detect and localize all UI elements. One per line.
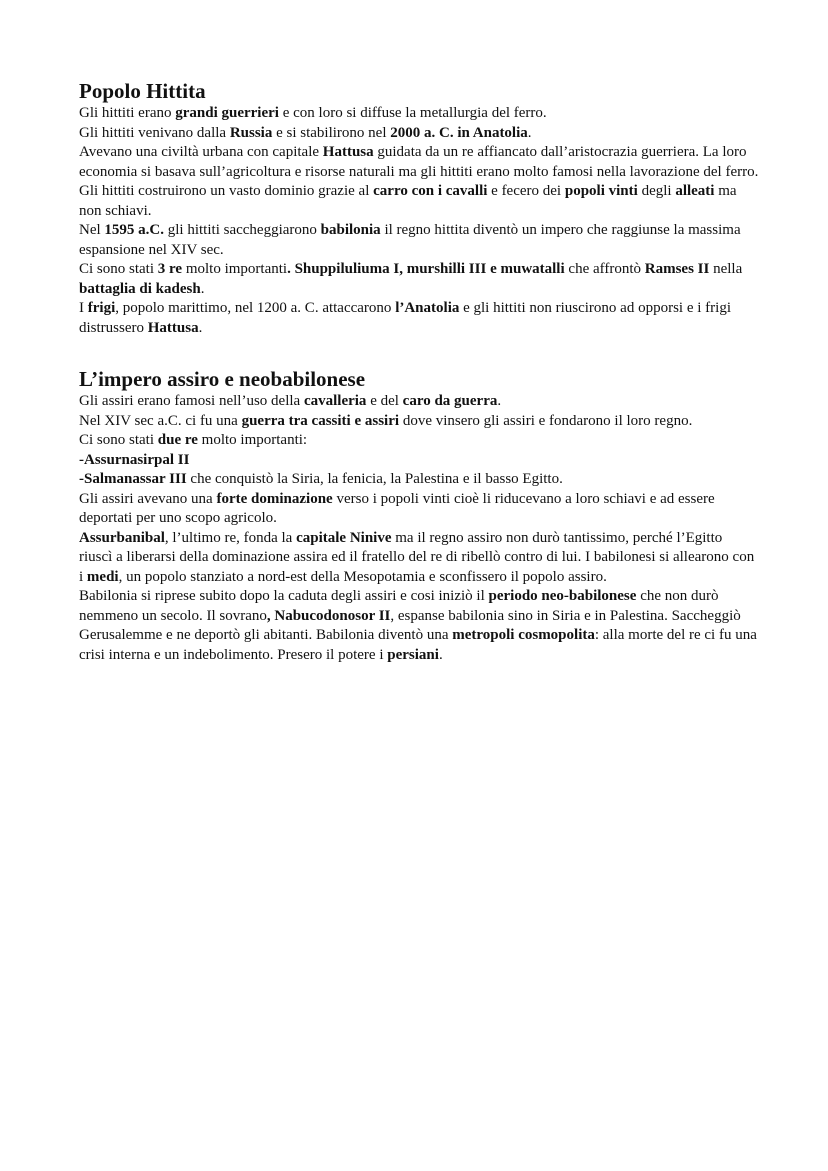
text-run: gli hittiti saccheggiarono xyxy=(164,222,321,238)
bold-text: Hattusa xyxy=(147,319,199,336)
paragraph xyxy=(79,490,759,529)
paragraph xyxy=(79,587,759,665)
text-run: Nel xyxy=(79,222,105,238)
bold-text: alleati xyxy=(675,183,715,199)
text-run: Gli assiri erano famosi nell’uso della xyxy=(79,393,304,409)
paragraph xyxy=(79,182,759,221)
bold-text: -Salmanassar III xyxy=(79,471,187,487)
text-run: Babilonia si riprese subito dopo la caduta degli assiri e cosi iniziò il xyxy=(79,588,489,604)
text-run: che affrontò xyxy=(564,261,645,277)
text-run: Gli hittiti erano xyxy=(79,105,176,121)
text-run: . xyxy=(527,124,532,141)
text-run: , un popolo stanziato a nord-est della Mesopotamia e sconfissero il popolo assiro. xyxy=(118,568,607,585)
paragraph xyxy=(79,221,759,260)
bold-text: 3 re xyxy=(157,261,183,277)
text-run: Gli assiri avevano una xyxy=(79,490,217,507)
paragraph xyxy=(79,260,759,299)
text-run: . xyxy=(497,393,502,409)
section-title: L’impero assiro e neobabilonese xyxy=(79,367,366,391)
bold-text: Russia xyxy=(229,124,273,141)
bold-text: l’Anatolia xyxy=(395,300,460,316)
text-run: nella xyxy=(709,261,743,277)
text-run: Gli hittiti venivano dalla xyxy=(79,124,230,141)
paragraph xyxy=(79,124,759,144)
text-run: Ci sono stati xyxy=(79,432,158,448)
section-body xyxy=(79,392,759,665)
bold-text: -Assurnasirpal II xyxy=(79,451,190,468)
bold-text: persiani xyxy=(387,646,439,663)
text-run: I xyxy=(79,300,88,316)
paragraph xyxy=(79,451,759,471)
bold-text: guerra tra cassiti e assiri xyxy=(241,412,400,429)
bold-text: cavalleria xyxy=(303,393,367,409)
text-run: dove vinsero gli assiri e fondarono il loro regno. xyxy=(399,412,693,429)
text-run: ma non schiavi. xyxy=(79,183,737,219)
text-run: molto importanti: xyxy=(197,432,308,448)
text-run: che conquistò la Siria, la fenicia, la Palestina e il basso Egitto. xyxy=(186,471,563,487)
text-run: Ci sono stati xyxy=(79,261,158,277)
text-run: , espanse babilonia sino in Siria e in Palestina. Saccheggiò Gerusalemme e ne deportò gli abitanti. Babilonia diventò una xyxy=(79,607,741,643)
bold-text: capitale Ninive xyxy=(296,529,392,546)
text-run: guidata da un re affiancato dall’aristocrazia guerriera. La loro economia si basava sull’agricoltura e risorse naturali ma gli hittiti erano molto famosi nella lavorazione del ferro. xyxy=(79,144,759,180)
bold-text: frigi xyxy=(87,300,116,316)
bold-text: , Nabucodonosor II xyxy=(266,607,391,624)
paragraph xyxy=(79,299,759,338)
paragraph xyxy=(79,412,759,432)
section-hittites xyxy=(79,78,759,338)
text-run: molto importanti xyxy=(182,261,288,277)
text-run: Avevano una civiltà urbana con capitale xyxy=(79,144,323,160)
bold-text: 2000 a. C. in Anatolia xyxy=(390,124,528,141)
text-run: e si stabilirono nel xyxy=(272,124,391,141)
text-run: che non durò nemmeno un secolo. Il sovrano xyxy=(79,588,719,624)
bold-text: carro con i cavalli xyxy=(373,183,488,199)
bold-text: . Shuppiluliuma I, murshilli III e muwatalli xyxy=(287,261,565,277)
text-run: il regno hittita diventò un impero che raggiunse la massima espansione nel XIV sec. xyxy=(79,222,741,258)
text-run: e con loro si diffuse la metallurgia del ferro. xyxy=(278,105,547,121)
text-run: e fecero dei xyxy=(487,183,565,199)
text-run: Gli hittiti costruirono un vasto dominio grazie al xyxy=(79,183,374,199)
bold-text: metropoli cosmopolita xyxy=(452,627,595,643)
text-run: verso i popoli vinti cioè li riducevano a loro schiavi e ad essere deportati per uno scopo agricolo. xyxy=(79,490,715,526)
bold-text: caro da guerra xyxy=(402,393,498,409)
bold-text: grandi guerrieri xyxy=(175,105,279,121)
bold-text: Ramses II xyxy=(644,261,710,277)
text-run: , l’ultimo re, fonda la xyxy=(164,529,297,546)
bold-text: 1595 a.C. xyxy=(104,222,165,238)
text-run: e del xyxy=(366,393,403,409)
bold-text: Hattusa xyxy=(322,144,374,160)
text-run: Nel XIV sec a.C. ci fu una xyxy=(79,412,242,429)
document-page xyxy=(79,78,759,665)
paragraph xyxy=(79,392,759,412)
bold-text: popoli vinti xyxy=(564,183,638,199)
bold-text: medi xyxy=(86,568,119,585)
paragraph xyxy=(79,529,759,588)
section-title: Popolo Hittita xyxy=(79,79,206,103)
text-run: , popolo marittimo, nel 1200 a. C. attaccarono xyxy=(115,300,396,316)
bold-text: forte dominazione xyxy=(216,490,333,507)
bold-text: due re xyxy=(157,432,198,448)
text-run: . xyxy=(438,646,443,663)
section-assyrian-empire xyxy=(79,366,759,665)
text-run: . xyxy=(198,319,203,336)
section-body xyxy=(79,104,759,338)
text-run: e gli hittiti non riuscirono ad opporsi e i frigi distrussero xyxy=(79,300,731,336)
paragraph xyxy=(79,431,759,451)
text-run: degli xyxy=(637,183,676,199)
bold-text: babilonia xyxy=(320,222,381,238)
text-run: : alla morte del re ci fu una crisi interna e un indebolimento. Presero il potere i xyxy=(79,627,757,663)
text-run: ma il regno assiro non durò tantissimo, perché l’Egitto riuscì a liberarsi della dominazione assira ed il fratello del re di ribellò contro di lui. I babilonesi si allearono con i xyxy=(79,529,755,585)
bold-text: Assurbanibal xyxy=(79,529,165,546)
paragraph xyxy=(79,143,759,182)
bold-text: periodo neo-babilonese xyxy=(488,588,637,604)
paragraph xyxy=(79,470,759,490)
paragraph xyxy=(79,104,759,124)
bold-text: battaglia di kadesh xyxy=(79,280,201,297)
text-run: . xyxy=(200,280,205,297)
